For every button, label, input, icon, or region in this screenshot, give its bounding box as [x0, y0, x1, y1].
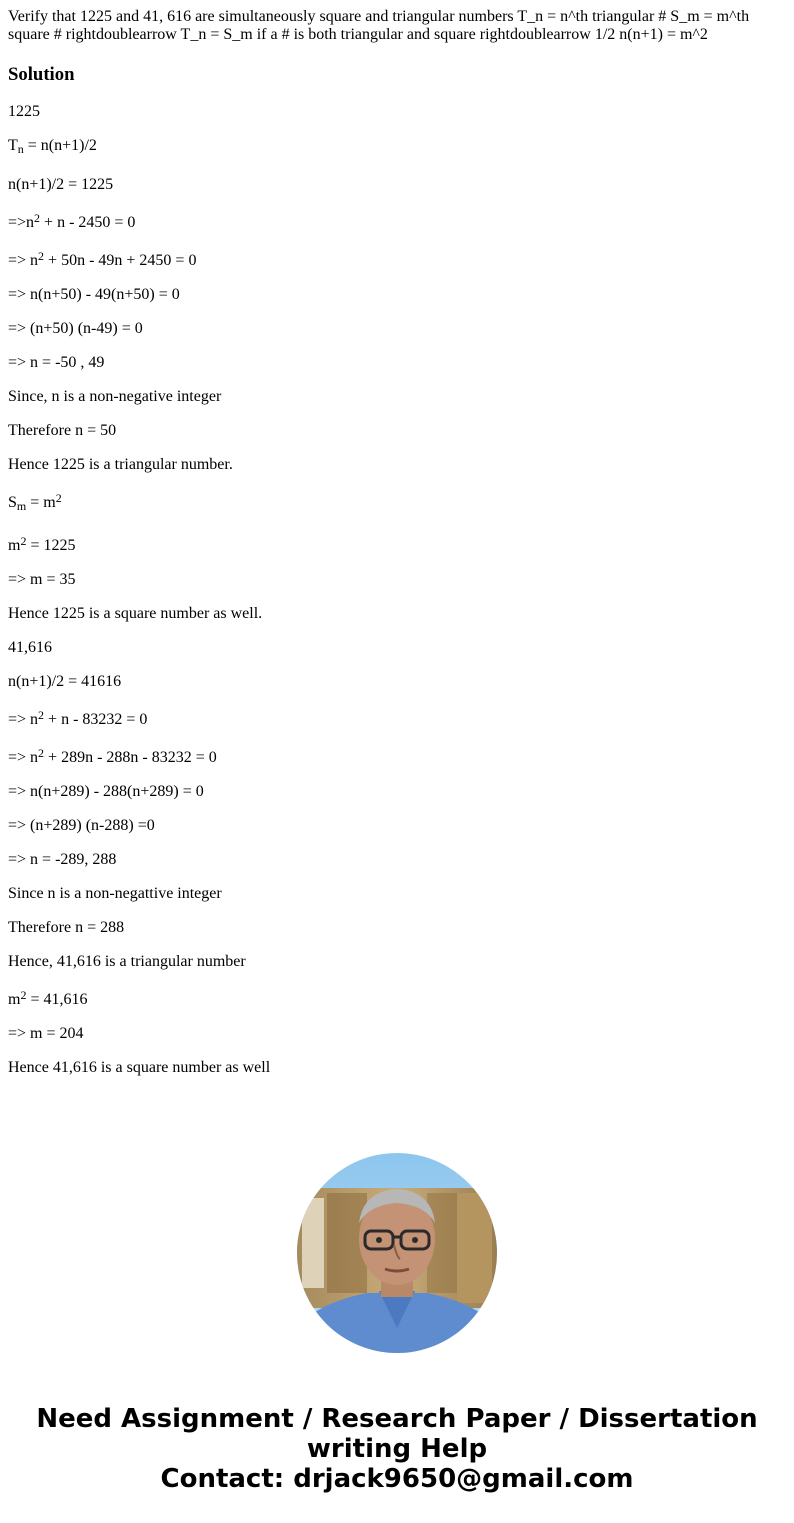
solution-step: 1225 [8, 103, 40, 120]
solution-step: => n = -289, 288 [8, 851, 117, 868]
solution-step: => m = 204 [8, 1025, 84, 1042]
solution-heading: Solution [8, 64, 75, 85]
solution-step: $=>n^2 + n - 2450 = 0$ [8, 211, 136, 231]
solution-step: => n(n+50) - 49(n+50) = 0 [8, 286, 180, 303]
solution-step: => n = -50 , 49 [8, 354, 105, 371]
solution-step: $m^2 = 1225$ [8, 534, 76, 554]
solution-step: Hence 1225 is a triangular number. [8, 456, 233, 473]
solution-step: => $n^2 + 289n - 288n - 83232 = 0$ [8, 746, 217, 766]
promo-contact: Contact: drjack9650@gmail.com [160, 1464, 634, 1494]
solution-step: Since, n is a non-negative integer [8, 388, 222, 405]
author-avatar [297, 1153, 497, 1353]
person-photo-icon [297, 1153, 497, 1353]
promo-banner [0, 1404, 794, 1494]
promo-line-2: writing Help [306, 1434, 488, 1464]
question-text: Verify that 1225 and 41, 616 are simultaneously square and triangular numbers T_n = n^th triangular # S_m = m^th square # rightdoublearrow T_n = S_m if a # is both triangular and square rightdoublearrow 1/2 n(n+1) = m^2 [8, 8, 750, 43]
solution-step: Hence, 41,616 is a triangular number [8, 953, 246, 970]
solution-steps [8, 103, 786, 1093]
solution-step: Hence 1225 is a square number as well. [8, 605, 263, 622]
solution-step: => n(n+289) - 288(n+289) = 0 [8, 783, 204, 800]
solution-step: => $n^2 + n - 83232 = 0$ [8, 708, 148, 728]
solution-step: n(n+1)/2 = 41616 [8, 673, 122, 690]
solution-step: Since n is a non-negattive integer [8, 885, 222, 902]
solution-step: Therefore n = 288 [8, 919, 125, 936]
solution-step: Therefore n = 50 [8, 422, 117, 439]
solution-step: 41,616 [8, 639, 52, 656]
promo-line-1: Need Assignment / Research Paper / Dissertation [36, 1404, 758, 1434]
solution-step: => m = 35 [8, 571, 76, 588]
solution-step: $m^2 = 41,616$ [8, 988, 88, 1008]
solution-step: => (n+289) (n-288) =0 [8, 817, 155, 834]
solution-step: => (n+50) (n-49) = 0 [8, 320, 143, 337]
solution-step: n(n+1)/2 = 1225 [8, 176, 114, 193]
solution-step: $S_m = m^2$ [8, 491, 62, 513]
solution-step: $T_n = n(n+1)/2$ [8, 137, 97, 156]
solution-step: => $n^2 + 50n - 49n + 2450 = 0$ [8, 249, 197, 269]
solution-step: Hence 41,616 is a square number as well [8, 1059, 271, 1076]
